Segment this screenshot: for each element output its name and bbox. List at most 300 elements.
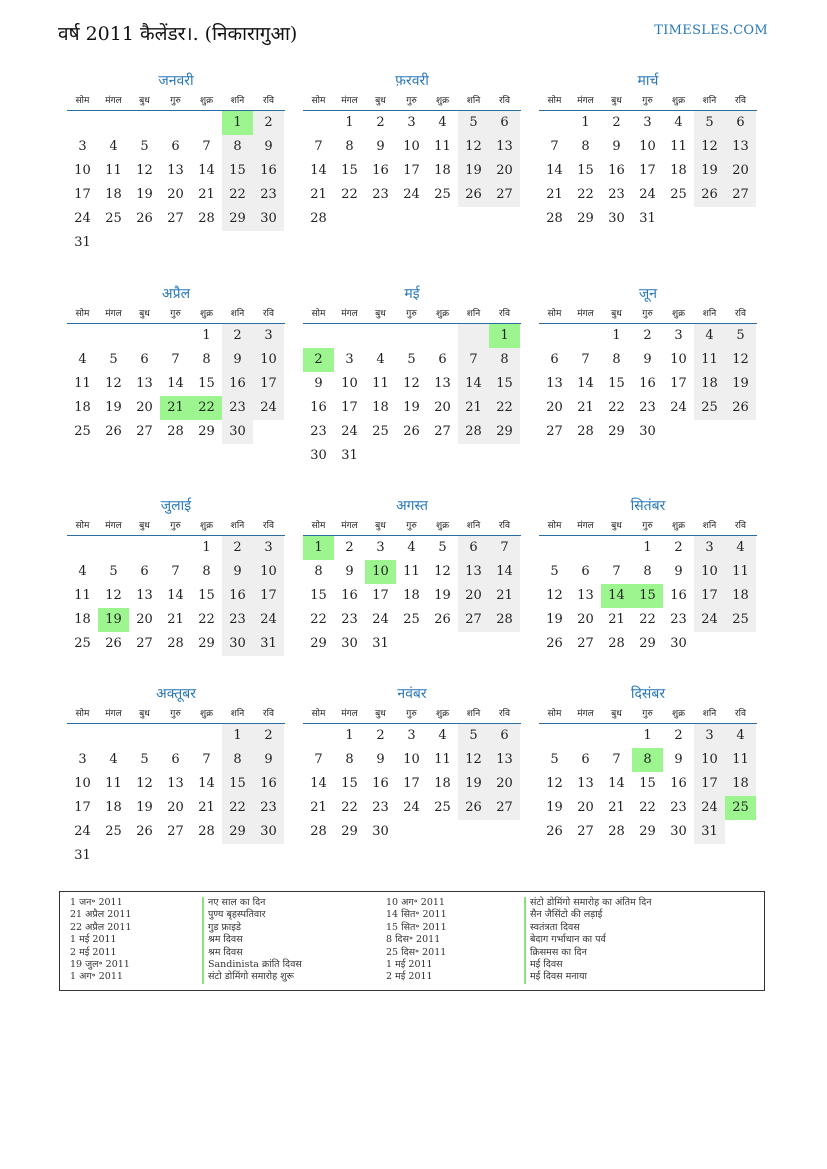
day-cell: 25	[74, 424, 91, 439]
empty-cell	[160, 536, 191, 560]
day-cell: 23	[372, 800, 389, 815]
day-cell: 11	[403, 564, 420, 579]
weekday-label: गुरु	[170, 521, 181, 531]
day-cell: 25	[725, 608, 756, 632]
weekday-label: सोम	[547, 309, 562, 319]
day-cell: 18	[372, 400, 389, 415]
day-cell: 8	[345, 139, 354, 154]
day-cell: 24	[694, 608, 725, 632]
day-cell: 2	[222, 324, 253, 348]
weekday-label: मंगल	[341, 709, 358, 719]
legend-date: 15 सित॰ 2011	[386, 921, 447, 933]
day-cell: 20	[725, 159, 756, 183]
month-name: मार्च	[637, 73, 659, 89]
day-cell: 28	[198, 824, 215, 839]
day-cell: 13	[434, 376, 451, 391]
day-cell: 7	[458, 348, 489, 372]
day-cell: 5	[550, 564, 559, 579]
weekday-label: शनि	[230, 96, 245, 106]
empty-cell	[303, 324, 334, 348]
day-cell: 14	[577, 376, 594, 391]
day-cell: 14	[167, 376, 184, 391]
weekday-label: शनि	[702, 309, 717, 319]
day-cell: 13	[136, 376, 153, 391]
day-cell: 7	[202, 752, 211, 767]
day-cell: 17	[372, 588, 389, 603]
day-cell: 13	[489, 748, 520, 772]
day-cell: 20	[577, 800, 594, 815]
weekday-label: रवि	[498, 709, 511, 719]
day-cell: 23	[608, 187, 625, 202]
day-cell: 3	[253, 324, 284, 348]
empty-cell	[160, 231, 191, 255]
day-cell: 24	[670, 400, 687, 415]
empty-cell	[98, 324, 129, 348]
day-cell: 21	[310, 187, 327, 202]
day-cell: 31	[341, 448, 358, 463]
day-cell: 1	[581, 115, 590, 130]
day-cell: 20	[167, 187, 184, 202]
day-cell: 21	[198, 800, 215, 815]
day-cell: 10	[694, 560, 725, 584]
legend-holiday-name: Sandinista क्रांति दिवस	[202, 959, 302, 971]
day-cell: 5	[725, 324, 756, 348]
legend-date: 1 जन॰ 2011	[70, 897, 123, 908]
empty-cell	[427, 324, 458, 348]
day-cell: 15	[639, 776, 656, 791]
month-name: दिसंबर	[630, 686, 666, 702]
day-cell: 23	[670, 612, 687, 627]
weekday-label: गुरु	[642, 309, 653, 319]
day-cell: 28	[458, 420, 489, 444]
day-cell: 29	[198, 424, 215, 439]
weekday-label: बुध	[139, 709, 150, 719]
weekday-label: रवि	[734, 96, 747, 106]
day-cell: 6	[725, 111, 756, 135]
weekday-label: शनि	[466, 309, 481, 319]
day-cell: 1	[489, 324, 520, 348]
weekday-label: गुरु	[642, 709, 653, 719]
weekday-label: मंगल	[105, 309, 122, 319]
day-cell: 21	[608, 612, 625, 627]
day-cell: 15	[577, 163, 594, 178]
day-cell: 2	[376, 728, 385, 743]
weekday-label: मंगल	[105, 521, 122, 531]
weekday-label: बुध	[375, 96, 386, 106]
empty-cell	[601, 724, 632, 748]
weekday-label: शनि	[230, 521, 245, 531]
day-cell: 22	[608, 400, 625, 415]
day-cell: 3	[694, 536, 725, 560]
empty-cell	[334, 324, 365, 348]
day-cell: 9	[643, 352, 652, 367]
weekday-label: शुक्र	[435, 96, 450, 106]
day-cell: 12	[458, 135, 489, 159]
weekday-label: सोम	[311, 96, 326, 106]
day-cell: 6	[489, 724, 520, 748]
month-name: जनवरी	[158, 73, 194, 89]
day-cell: 18	[74, 612, 91, 627]
legend-holiday-name: श्रम दिवस	[202, 947, 302, 959]
day-cell: 24	[694, 796, 725, 820]
day-cell: 11	[725, 748, 756, 772]
empty-cell	[222, 844, 253, 868]
empty-cell	[129, 111, 160, 135]
legend-holiday-name: सैन जैसिंटो की लड़ाई	[524, 909, 652, 921]
weekday-label: शुक्र	[199, 709, 214, 719]
legend-date: 14 सित॰ 2011	[386, 909, 447, 921]
weekday-label: बुध	[611, 309, 622, 319]
day-cell: 27	[725, 183, 756, 207]
empty-cell	[303, 724, 334, 748]
day-cell: 8	[612, 352, 621, 367]
empty-cell	[539, 724, 570, 748]
day-cell: 10	[74, 776, 91, 791]
day-cell: 15	[222, 159, 253, 183]
day-cell: 4	[78, 564, 87, 579]
empty-cell	[427, 444, 458, 468]
empty-cell	[396, 207, 427, 231]
day-cell: 5	[109, 564, 118, 579]
day-cell: 24	[341, 424, 358, 439]
month-calendar	[539, 683, 757, 844]
day-cell: 18	[725, 772, 756, 796]
month-calendar	[303, 70, 521, 231]
day-grid	[303, 724, 521, 844]
day-cell: 21	[546, 187, 563, 202]
empty-cell	[253, 420, 284, 444]
weekday-label: बुध	[611, 521, 622, 531]
day-cell: 25	[74, 636, 91, 651]
day-cell: 1	[222, 111, 253, 135]
day-cell: 2	[612, 115, 621, 130]
empty-cell	[67, 724, 98, 748]
weekday-label: रवि	[734, 521, 747, 531]
day-cell: 19	[725, 372, 756, 396]
empty-cell	[365, 324, 396, 348]
day-cell: 28	[546, 211, 563, 226]
weekday-label: रवि	[262, 309, 275, 319]
day-grid	[303, 324, 521, 468]
empty-cell	[663, 420, 694, 444]
day-cell: 27	[577, 824, 594, 839]
weekday-label: रवि	[498, 521, 511, 531]
legend-date: 2 मई 2011	[70, 946, 117, 958]
empty-cell	[427, 820, 458, 844]
day-cell: 20	[489, 159, 520, 183]
legend-holiday-name: संटो डोमिंगो समारोह का अंतिम दिन	[524, 897, 652, 909]
legend-date: 22 अप्रैल 2011	[70, 921, 132, 933]
day-cell: 22	[310, 612, 327, 627]
day-cell: 19	[403, 400, 420, 415]
day-cell: 27	[577, 636, 594, 651]
day-cell: 7	[612, 752, 621, 767]
weekday-label: रवि	[498, 96, 511, 106]
day-cell: 27	[489, 796, 520, 820]
day-cell: 28	[310, 211, 327, 226]
day-cell: 12	[725, 348, 756, 372]
day-cell: 14	[489, 560, 520, 584]
day-cell: 1	[202, 540, 211, 555]
weekday-label: शनि	[230, 709, 245, 719]
day-cell: 20	[489, 772, 520, 796]
day-cell: 29	[222, 207, 253, 231]
month-calendar	[303, 495, 521, 656]
empty-cell	[396, 444, 427, 468]
weekday-label: गुरु	[170, 309, 181, 319]
day-cell: 10	[341, 376, 358, 391]
day-cell: 7	[171, 564, 180, 579]
day-cell: 25	[105, 824, 122, 839]
day-cell: 13	[725, 135, 756, 159]
weekday-label: शुक्र	[199, 521, 214, 531]
empty-cell	[160, 844, 191, 868]
day-cell: 31	[253, 632, 284, 656]
day-cell: 6	[171, 139, 180, 154]
holiday-legend	[59, 891, 765, 991]
empty-cell	[539, 324, 570, 348]
day-cell: 4	[376, 352, 385, 367]
day-cell: 24	[253, 608, 284, 632]
day-cell: 15	[632, 584, 663, 608]
day-cell: 28	[167, 424, 184, 439]
day-cell: 6	[550, 352, 559, 367]
day-cell: 21	[310, 800, 327, 815]
day-cell: 12	[546, 776, 563, 791]
day-cell: 20	[434, 400, 451, 415]
legend-holiday-name: गुड फ्राइडे	[202, 922, 302, 934]
day-cell: 16	[310, 400, 327, 415]
day-cell: 26	[403, 424, 420, 439]
empty-cell	[396, 632, 427, 656]
month-name: अगस्त	[395, 498, 428, 514]
day-cell: 9	[674, 564, 683, 579]
day-cell: 27	[167, 211, 184, 226]
day-cell: 14	[310, 776, 327, 791]
day-cell: 17	[74, 187, 91, 202]
day-cell: 22	[639, 800, 656, 815]
weekday-header	[67, 305, 285, 324]
day-cell: 7	[171, 352, 180, 367]
weekday-label: मंगल	[341, 309, 358, 319]
legend-holiday-name: क्रिसमस का दिन	[524, 947, 652, 959]
empty-cell	[570, 724, 601, 748]
weekday-header	[539, 305, 757, 324]
day-cell: 26	[458, 183, 489, 207]
day-cell: 7	[489, 536, 520, 560]
weekday-label: मंगल	[577, 96, 594, 106]
day-cell: 1	[345, 115, 354, 130]
day-cell: 21	[577, 400, 594, 415]
empty-cell	[253, 844, 284, 868]
empty-cell	[365, 444, 396, 468]
empty-cell	[98, 536, 129, 560]
day-cell: 6	[438, 352, 447, 367]
day-cell: 29	[310, 636, 327, 651]
month-calendar	[67, 495, 285, 656]
day-cell: 19	[98, 608, 129, 632]
empty-cell	[458, 444, 489, 468]
legend-holiday-name: मई दिवस मनाया	[524, 971, 652, 983]
day-cell: 15	[341, 163, 358, 178]
day-cell: 10	[403, 752, 420, 767]
day-cell: 12	[403, 376, 420, 391]
weekday-label: बुध	[139, 309, 150, 319]
day-cell: 1	[345, 728, 354, 743]
day-cell: 23	[253, 796, 284, 820]
empty-cell	[570, 324, 601, 348]
weekday-label: सोम	[311, 709, 326, 719]
day-cell: 19	[136, 800, 153, 815]
month-name: अक्तूबर	[156, 686, 196, 702]
legend-holiday-name: पुण्य बृहस्पतिवार	[202, 909, 302, 921]
day-cell: 15	[341, 776, 358, 791]
weekday-label: गुरु	[406, 309, 417, 319]
weekday-label: मंगल	[577, 709, 594, 719]
day-cell: 28	[608, 824, 625, 839]
day-cell: 13	[167, 163, 184, 178]
day-cell: 10	[670, 352, 687, 367]
day-cell: 2	[253, 111, 284, 135]
day-cell: 20	[136, 612, 153, 627]
day-cell: 14	[608, 776, 625, 791]
day-cell: 26	[546, 636, 563, 651]
empty-cell	[601, 536, 632, 560]
day-cell: 12	[105, 376, 122, 391]
day-cell: 8	[345, 752, 354, 767]
day-cell: 1	[643, 728, 652, 743]
day-cell: 19	[546, 800, 563, 815]
day-cell: 25	[434, 187, 451, 202]
day-cell: 15	[198, 588, 215, 603]
day-cell: 11	[725, 560, 756, 584]
day-cell: 2	[253, 724, 284, 748]
empty-cell	[303, 111, 334, 135]
day-cell: 26	[434, 612, 451, 627]
day-cell: 4	[674, 115, 683, 130]
empty-cell	[129, 324, 160, 348]
empty-cell	[663, 207, 694, 231]
empty-cell	[458, 324, 489, 348]
month-name: जुलाई	[160, 498, 192, 514]
day-cell: 4	[725, 536, 756, 560]
day-cell: 20	[136, 400, 153, 415]
weekday-header	[303, 92, 521, 111]
weekday-label: मंगल	[105, 96, 122, 106]
day-cell: 4	[407, 540, 416, 555]
day-cell: 19	[105, 400, 122, 415]
empty-cell	[129, 231, 160, 255]
day-cell: 23	[222, 396, 253, 420]
day-cell: 2	[674, 540, 683, 555]
day-cell: 16	[639, 376, 656, 391]
day-cell: 14	[601, 584, 632, 608]
day-cell: 17	[341, 400, 358, 415]
legend-date: 8 दिस॰ 2011	[386, 934, 441, 946]
site-link[interactable]: TIMESLES.COM	[654, 23, 768, 38]
day-cell: 4	[109, 139, 118, 154]
empty-cell	[191, 231, 222, 255]
month-name: मई	[404, 286, 420, 302]
day-cell: 9	[612, 139, 621, 154]
day-cell: 12	[694, 135, 725, 159]
day-cell: 5	[140, 139, 149, 154]
empty-cell	[570, 536, 601, 560]
day-cell: 24	[253, 396, 284, 420]
empty-cell	[489, 207, 520, 231]
day-cell: 27	[458, 608, 489, 632]
weekday-label: शनि	[702, 709, 717, 719]
day-cell: 25	[725, 796, 756, 820]
day-cell: 6	[140, 564, 149, 579]
day-cell: 13	[136, 588, 153, 603]
day-cell: 18	[74, 400, 91, 415]
empty-cell	[129, 844, 160, 868]
day-cell: 25	[670, 187, 687, 202]
legend-date: 19 जुल॰ 2011	[70, 958, 130, 970]
empty-cell	[253, 231, 284, 255]
day-cell: 2	[376, 115, 385, 130]
day-grid	[67, 536, 285, 656]
day-cell: 25	[372, 424, 389, 439]
day-cell: 22	[222, 183, 253, 207]
month-calendar	[67, 683, 285, 868]
day-cell: 7	[550, 139, 559, 154]
empty-cell	[458, 207, 489, 231]
legend-holiday-name: स्वतंत्रता दिवस	[524, 922, 652, 934]
day-cell: 31	[639, 211, 656, 226]
weekday-label: बुध	[139, 521, 150, 531]
day-cell: 17	[694, 584, 725, 608]
day-cell: 13	[577, 588, 594, 603]
day-cell: 9	[222, 348, 253, 372]
day-cell: 27	[489, 183, 520, 207]
day-cell: 3	[674, 328, 683, 343]
day-grid	[539, 724, 757, 844]
day-cell: 15	[198, 376, 215, 391]
weekday-label: सोम	[75, 96, 90, 106]
empty-cell	[129, 724, 160, 748]
day-cell: 8	[202, 352, 211, 367]
day-cell: 24	[74, 211, 91, 226]
weekday-label: गुरु	[406, 709, 417, 719]
day-cell: 31	[372, 636, 389, 651]
weekday-label: मंगल	[341, 96, 358, 106]
weekday-label: शुक्र	[671, 96, 686, 106]
month-calendar	[539, 283, 757, 444]
empty-cell	[396, 820, 427, 844]
weekday-label: सोम	[547, 521, 562, 531]
weekday-label: सोम	[75, 309, 90, 319]
day-cell: 10	[74, 163, 91, 178]
weekday-label: शुक्र	[435, 709, 450, 719]
weekday-label: सोम	[311, 309, 326, 319]
day-cell: 15	[489, 372, 520, 396]
weekday-label: गुरु	[170, 96, 181, 106]
empty-cell	[160, 111, 191, 135]
day-cell: 23	[670, 800, 687, 815]
day-cell: 5	[109, 352, 118, 367]
day-cell: 9	[253, 135, 284, 159]
empty-cell	[98, 111, 129, 135]
weekday-label: बुध	[611, 709, 622, 719]
day-cell: 3	[78, 139, 87, 154]
empty-cell	[160, 724, 191, 748]
day-cell: 4	[438, 115, 447, 130]
weekday-label: शुक्र	[671, 309, 686, 319]
day-cell: 3	[407, 728, 416, 743]
empty-cell	[365, 207, 396, 231]
